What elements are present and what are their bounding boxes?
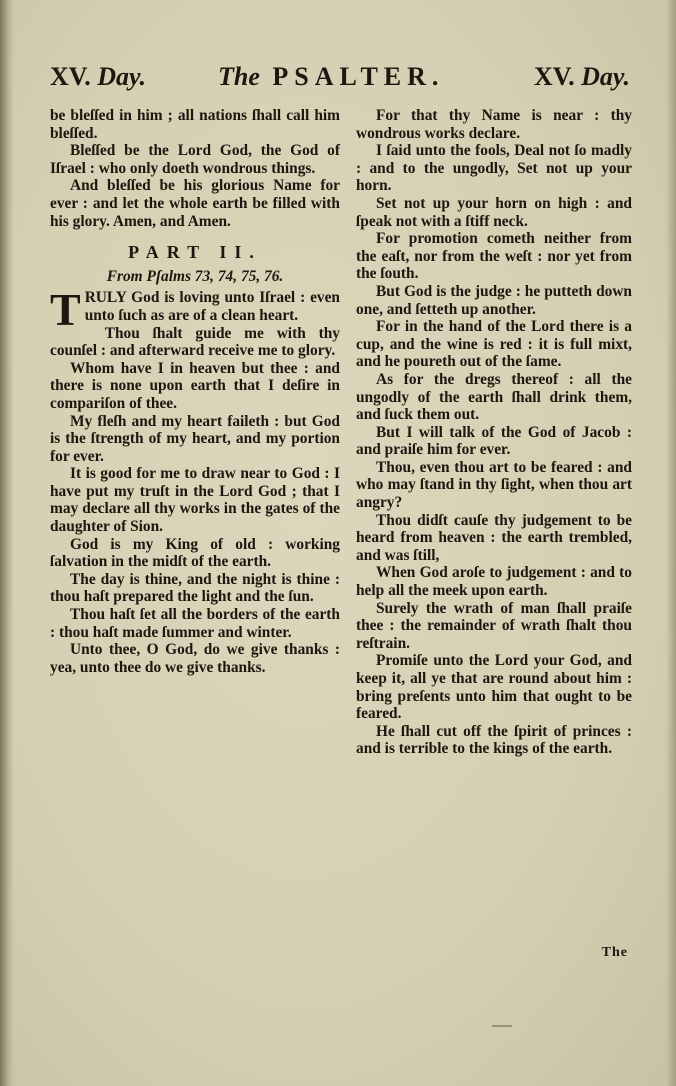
header-left-word: Day. <box>97 62 147 91</box>
header-right-word: Day. <box>581 62 630 91</box>
right-verse: Set not up your horn on high : and ſpeak not with a ſtiff neck. <box>356 194 632 230</box>
page-edge <box>666 0 676 1086</box>
header-left <box>50 62 146 92</box>
right-column <box>356 107 632 758</box>
first-verse-text: RULY God is loving unto Iſrael : even unto ſuch as are of a clean heart. <box>84 289 340 324</box>
header-right-num: XV. <box>533 62 575 91</box>
right-verse: Thou didſt cauſe thy judgement to be heard from heaven : the earth trembled, and was ſtill, <box>356 511 632 564</box>
header-the: The <box>218 62 260 91</box>
right-verse: Surely the wrath of man ſhall praiſe thee : the remainder of wrath ſhalt thou reſtrain. <box>356 599 632 652</box>
left-column <box>50 107 340 676</box>
right-verse: Promiſe unto the Lord your God, and keep it, all ye that are round about him : bring preſents unto him that ought to be feared. <box>356 652 632 723</box>
catchword: The <box>601 945 628 960</box>
right-verse: For that thy Name is near : thy wondrous works declare. <box>356 107 632 142</box>
drop-cap: T <box>50 284 81 336</box>
header-title <box>218 62 444 92</box>
right-verse: I ſaid unto the fools, Deal not ſo madly : and to the ungodly, Set not up your horn. <box>356 142 632 195</box>
left-para-1: be bleſſed in him ; all nations ſhall call him bleſſed. <box>50 107 340 142</box>
left-verse: The day is thine, and the night is thine : thou haſt prepared the light and the ſun. <box>50 570 340 606</box>
left-verse: My fleſh and my heart faileth : but God is the ſtrength of my heart, and my portion for ever. <box>50 412 340 465</box>
left-verse: Unto thee, O God, do we give thanks : yea, unto thee do we give thanks. <box>50 641 340 676</box>
right-verse: When God aroſe to judgement : and to help all the meek upon earth. <box>356 564 632 600</box>
left-verse: God is my King of old : working ſalvation in the midſt of the earth. <box>50 535 340 571</box>
right-verse: But I will talk of the God of Jacob : and praiſe him for ever. <box>356 423 632 459</box>
right-verse: As for the dregs thereof : all the ungodly of the earth ſhall drink them, and ſuck them out. <box>356 370 632 424</box>
right-verse: For in the hand of the Lord there is a cup, and the wine is red : it is full mixt, and he poureth out of the ſame. <box>356 318 632 371</box>
right-verse: For promotion cometh neither from the eaſt, nor from the weſt : nor yet from the ſouth. <box>356 230 632 283</box>
left-verse: Thou ſhalt guide me with thy counſel : and afterward receive me to glory. <box>50 324 340 360</box>
header-right <box>534 62 630 92</box>
right-verse: He ſhall cut off the ſpirit of princes : and is terrible to the kings of the earth. <box>356 722 632 758</box>
page-mark <box>492 1025 512 1027</box>
left-para-3: And bleſſed be his glorious Name for ever : and let the whole earth be filled with his glory. Amen, and Amen. <box>50 177 340 230</box>
header-psalter: PSALTER. <box>272 62 445 91</box>
left-para-2: Bleſſed be the Lord God, the God of Iſrael : who only doeth wondrous things. <box>50 142 340 177</box>
left-verse: It is good for me to draw near to God : I have put my truſt in the Lord God ; that I may declare all thy works in the gates of the daughter of Sion. <box>50 465 340 536</box>
header-left-num: XV. <box>50 62 91 91</box>
right-verse: Thou, even thou art to be feared : and who may ſtand in thy ſight, when thou art angry? <box>356 458 632 512</box>
running-header <box>50 62 630 98</box>
first-verse <box>50 284 340 336</box>
binding-gutter <box>0 0 14 1086</box>
part-title: PART II. <box>128 242 262 263</box>
left-verse: Thou haſt ſet all the borders of the earth : thou haſt made ſummer and winter. <box>50 606 340 641</box>
left-verse: Whom have I in heaven but thee : and there is none upon earth that I deſire in compariſon of thee. <box>50 359 340 412</box>
psalms-reference: From Pſalms 73, 74, 75, 76. <box>106 267 284 285</box>
right-verse: But God is the judge : he putteth down one, and ſetteth up another. <box>356 282 632 318</box>
